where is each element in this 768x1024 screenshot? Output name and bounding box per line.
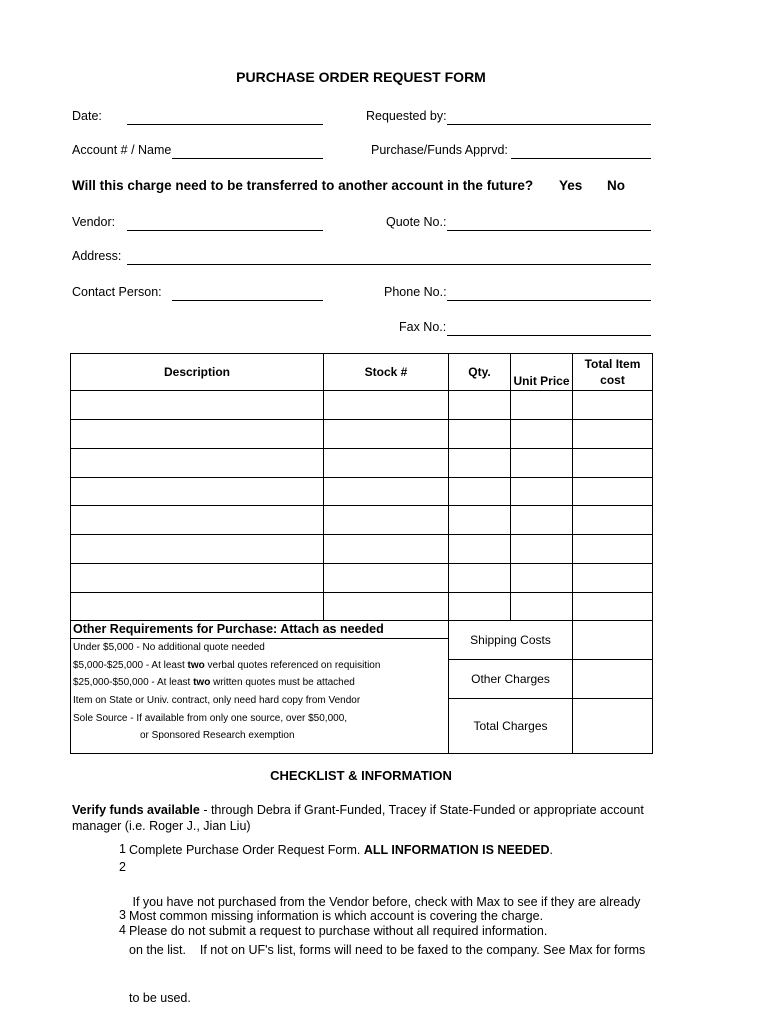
total-cost-cell[interactable] [573, 420, 653, 449]
stock-cell[interactable] [324, 535, 449, 564]
checklist-number: 3 [119, 908, 126, 922]
table-row [71, 563, 653, 592]
verify-funds-line2: manager (i.e. Roger J., Jian Liu) [72, 819, 251, 833]
contact-person-label: Contact Person: [72, 285, 162, 299]
quote-no-label: Quote No.: [386, 215, 447, 229]
requirement-emphasis: two [187, 659, 205, 671]
unit-price-cell[interactable] [511, 506, 573, 535]
requirement-line: Item on State or Univ. contract, only need hard copy from Vendor [73, 695, 361, 707]
total-charges-label: Total Charges [449, 698, 573, 753]
verify-funds-text: - through Debra if Grant-Funded, Tracey if State-Funded or appropriate account [199, 803, 644, 817]
transfer-question [72, 178, 533, 193]
checklist-item-4: Please do not submit a request to purchase without all required information. [129, 924, 548, 938]
requirement-line: or Sponsored Research exemption [140, 730, 295, 742]
total-charges-cell[interactable] [573, 698, 653, 753]
qty-cell[interactable] [449, 506, 511, 535]
qty-cell[interactable] [449, 448, 511, 477]
requirement-line [71, 657, 448, 675]
date-field[interactable] [127, 124, 323, 125]
requested-by-field[interactable] [447, 124, 651, 125]
checklist-number: 1 [119, 842, 126, 856]
checklist-text: to be used. [129, 991, 191, 1005]
qty-cell[interactable] [449, 592, 511, 621]
unit-price-cell[interactable] [511, 448, 573, 477]
verify-funds-bold: Verify funds available [72, 803, 200, 817]
fax-no-label: Fax No.: [399, 320, 447, 334]
verify-funds-line1 [72, 802, 672, 818]
unit-price-cell[interactable] [511, 477, 573, 506]
checklist-item-1 [129, 842, 553, 858]
vendor-field[interactable] [127, 230, 323, 231]
stock-cell[interactable] [324, 391, 449, 420]
form-title: PURCHASE ORDER REQUEST FORM [236, 69, 486, 85]
qty-cell[interactable] [449, 535, 511, 564]
requirement-emphasis: two [193, 677, 211, 689]
checklist-text: on the list. If not on UF's list, forms will need to be faxed to the company. See Max for forms [129, 943, 646, 957]
total-item-cost-header-line2: cost [600, 373, 625, 388]
description-cell[interactable] [71, 391, 324, 420]
requirement-line: Sole Source - If available from only one source, over $50,000, [73, 712, 348, 724]
total-cost-cell[interactable] [573, 506, 653, 535]
stock-cell[interactable] [324, 420, 449, 449]
unit-price-cell[interactable] [511, 563, 573, 592]
phone-no-label: Phone No.: [384, 285, 447, 299]
description-cell[interactable] [71, 563, 324, 592]
checklist-text: If you have not purchased from the Vendor before, check with Max to see if they are already [129, 895, 641, 909]
description-cell[interactable] [71, 592, 324, 621]
stock-cell[interactable] [324, 477, 449, 506]
unit-price-cell[interactable] [511, 535, 573, 564]
verify-funds-paragraph [72, 802, 672, 834]
unit-price-cell[interactable] [511, 420, 573, 449]
unit-price-cell[interactable] [511, 391, 573, 420]
shipping-costs-cell[interactable] [573, 621, 653, 660]
checklist-title: CHECKLIST & INFORMATION [270, 768, 452, 783]
requirement-line [71, 674, 448, 692]
funds-approved-label: Purchase/Funds Apprvd: [371, 143, 508, 157]
stock-cell[interactable] [324, 592, 449, 621]
stock-header: Stock # [324, 354, 449, 391]
phone-no-field[interactable] [447, 300, 651, 301]
quote-no-field[interactable] [447, 230, 651, 231]
total-item-cost-header [573, 354, 653, 391]
date-label: Date: [72, 109, 102, 123]
fax-no-field[interactable] [447, 335, 651, 336]
unit-price-cell[interactable] [511, 592, 573, 621]
address-label: Address: [72, 249, 122, 263]
requirement-text: verbal quotes referenced on requisition [204, 659, 381, 671]
total-cost-cell[interactable] [573, 448, 653, 477]
unit-price-header: Unit Price [511, 354, 573, 391]
requested-by-label: Requested by: [366, 109, 447, 123]
requirement-text: $5,000-$25,000 - At least [73, 659, 188, 671]
items-table [70, 353, 653, 754]
table-row [71, 448, 653, 477]
checklist-item-3: Most common missing information is which account is covering the charge. [129, 909, 544, 923]
description-header: Description [71, 354, 324, 391]
total-cost-cell[interactable] [573, 477, 653, 506]
no-option[interactable]: No [607, 178, 625, 193]
requirement-line: Under $5,000 - No additional quote needed [73, 642, 265, 654]
qty-header: Qty. [449, 354, 511, 391]
transfer-question-text: Will this charge need to be transferred to another account in the future? [72, 178, 534, 193]
checklist-text: . [549, 843, 553, 857]
total-cost-cell[interactable] [573, 535, 653, 564]
description-cell[interactable] [71, 506, 324, 535]
contact-person-field[interactable] [172, 300, 323, 301]
table-row [71, 391, 653, 420]
requirements-title: Other Requirements for Purchase: Attach as needed [71, 621, 448, 639]
table-header-row [71, 354, 653, 391]
description-cell[interactable] [71, 420, 324, 449]
checklist-number: 4 [119, 923, 126, 937]
total-cost-cell[interactable] [573, 391, 653, 420]
other-charges-cell[interactable] [573, 659, 653, 698]
total-cost-cell[interactable] [573, 563, 653, 592]
funds-approved-field[interactable] [511, 158, 651, 159]
description-cell[interactable] [71, 448, 324, 477]
total-item-cost-header-line1: Total Item [584, 357, 641, 372]
description-cell[interactable] [71, 477, 324, 506]
table-row [71, 535, 653, 564]
checklist-number: 2 [119, 860, 126, 874]
checklist-text: Complete Purchase Order Request Form. [129, 843, 364, 857]
other-charges-label: Other Charges [449, 659, 573, 698]
qty-cell[interactable] [449, 391, 511, 420]
yes-option[interactable]: Yes [559, 178, 583, 193]
table-row [71, 477, 653, 506]
stock-cell[interactable] [324, 563, 449, 592]
requirement-text: written quotes must be attached [210, 677, 355, 689]
stock-cell[interactable] [324, 448, 449, 477]
total-cost-cell[interactable] [573, 592, 653, 621]
account-field[interactable] [172, 158, 323, 159]
stock-cell[interactable] [324, 506, 449, 535]
qty-cell[interactable] [449, 477, 511, 506]
shipping-row [71, 621, 653, 660]
table-row [71, 420, 653, 449]
checklist-emphasis: ALL INFORMATION IS NEEDED [363, 843, 550, 857]
description-cell[interactable] [71, 535, 324, 564]
address-field[interactable] [127, 264, 651, 265]
qty-cell[interactable] [449, 420, 511, 449]
vendor-label: Vendor: [72, 215, 116, 229]
qty-cell[interactable] [449, 563, 511, 592]
account-label: Account # / Name [72, 143, 172, 157]
table-row [71, 506, 653, 535]
checklist-item-2 [129, 862, 645, 1022]
requirement-text: $25,000-$50,000 - At least [73, 677, 194, 689]
table-row [71, 592, 653, 621]
requirements-box [71, 621, 449, 754]
shipping-costs-label: Shipping Costs [449, 621, 573, 660]
